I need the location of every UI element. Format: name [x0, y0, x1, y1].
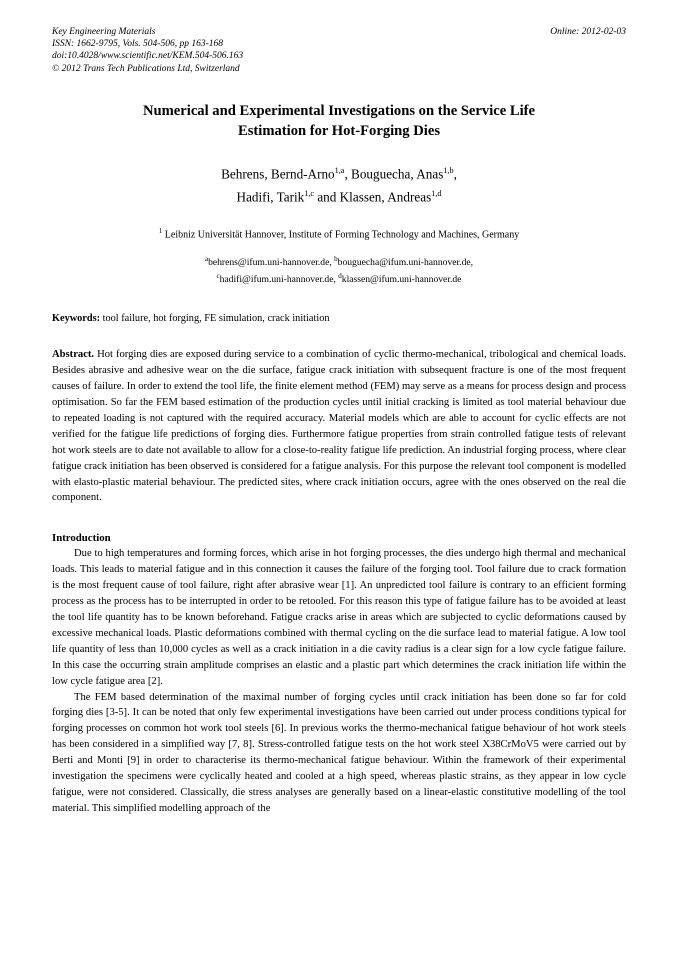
- abstract-text: Hot forging dies are exposed during service to a combination of cyclic thermo-mechanical, tribological and chemical loads. Besides abrasive and adhesive wear on the die surface, fatigue crack initiation with subsequent fracture is one of the most frequent causes of failure. In order to extend the tool life, the finite element method (FEM) may serve as a means for process design and process optimisation. So far the FEM based estimation of the production cycles until initial cracking is limited as tool material behaviour due to repeated loading is not captured with the required accuracy. Material models which are able to account for cyclic effects are not verified for the fatigue life predictions of forging dies. Furthermore fatigue properties from strain controlled fatigue tests of relevant hot work steels are to date not available to allow for a close-to-reality fatigue life prediction. An industrial forging process, where clear fatigue crack initiation has been observed is considered for a fatigue analysis. For this purpose the relevant tool component is modelled with elasto-plastic material behaviour. The predicted sites, where crack initiation occurs, agree with the ones observed on the real die component.: [52, 349, 626, 504]
- keywords-value: tool failure, hot forging, FE simulation, crack initiation: [100, 313, 330, 325]
- email-4: klassen@ifum.uni-hannover.de: [341, 273, 462, 285]
- email-3: hadifi@ifum.uni-hannover.de,: [219, 273, 339, 285]
- author-2-sup: 1,b: [443, 165, 454, 175]
- doi-line: doi:10.4028/www.scientific.net/KEM.504-506.163: [52, 51, 244, 62]
- email-3-sup: c: [216, 271, 220, 280]
- author-line-1-comma: ,: [453, 166, 457, 182]
- email-1-sup: a: [204, 254, 209, 263]
- affiliation: [52, 224, 626, 242]
- author-line-2: [52, 184, 626, 207]
- email-1: behrens@ifum.uni-hannover.de,: [208, 257, 335, 269]
- email-list: [52, 253, 626, 286]
- intro-paragraph-1: Due to high temperatures and forming forces, which arise in hot forging processes, the dies undergo high thermal and mechanical loads. This leads to material fatigue and in this connection it causes the failure of the forging tool. Tool failure due to crack formation is the most frequent cause of tool failure, right after abrasive wear [1]. An unpredicted tool failure is contrary to an efficient forming process as the process has to be interrupted in order to be retooled. For this reason this type of fatigue failure has to be avoided at least the tool life quantity has to be known beforehand. Fatigue cracks arise in areas which are subjected to cyclic deformations caused by excessive mechanical loads. Plastic deformations combined with thermal cycling on the die surface lead to material fatigue. A low tool life quantity of less than 10,000 cycles as well as a crack initiation in a die cavity radius is a clear sign for a low cycle fatigue failure. In this case the occurring strain amplitude comprises an elastic and a plastic part which determines the crack initiation life within the low cycle fatigue area [2].: [52, 548, 626, 687]
- email-4-sup: d: [338, 271, 342, 280]
- journal-name: Key Engineering Materials: [52, 27, 156, 37]
- section-heading-introduction: Introduction: [52, 532, 111, 545]
- affiliation-text: Leibniz Universität Hannover, Institute of Forming Technology and Machines, Germany: [162, 228, 520, 240]
- author-3-name: Hadifi, Tarik: [236, 189, 305, 205]
- paper-title: [52, 101, 626, 141]
- abstract-label: Abstract.: [52, 349, 95, 361]
- email-line-1: [52, 253, 626, 270]
- online-date: Online: 2012-02-03: [550, 27, 626, 37]
- keywords: [52, 312, 626, 326]
- author-1-name: Behrens, Bernd-Arno: [221, 166, 335, 182]
- intro-paragraph-2: The FEM based determination of the maximal number of forging cycles until crack initiation has been done so far for cold forging dies [3-5]. It can be noted that only few experimental investigations have been carried out under process conditions typical for forging processes on common hot work tool steels [6]. In previous works the thermo-mechanical fatigue behaviour of hot work steels has been considered in a simplified way [7, 8]. Stress-controlled fatigue tests on the hot work steel X38CrMoV5 were carried out by Berti and Monti [9] in order to characterise its thermo-mechanical fatigue behaviour. Within the framework of their experimental investigation the specimens were cyclically heated and cooled at a high speed, whereas plastic strains, as they appear in low cycle fatigue, were not considered. Classically, die stress analyses are generally based on a linear-elastic constitutive modelling of the tool material. This simplified modelling approach of the: [52, 691, 626, 814]
- email-2-sup: b: [334, 254, 338, 263]
- title-line-1: Numerical and Experimental Investigations on the Service Life: [143, 102, 535, 119]
- affiliation-sup: 1: [158, 226, 163, 235]
- keywords-label: Keywords:: [52, 313, 101, 325]
- issn-line: ISSN: 1662-9795, Vols. 504-506, pp 163-168: [52, 39, 223, 50]
- email-2: bouguecha@ifum.uni-hannover.de,: [337, 257, 474, 269]
- author-4-sup: 1,d: [431, 189, 442, 199]
- page-header: [52, 26, 626, 75]
- email-line-2: [52, 270, 626, 287]
- author-line-1: [52, 161, 626, 184]
- copyright-line: © 2012 Trans Tech Publications Ltd, Switzerland: [52, 63, 240, 74]
- author-2-name: , Bouguecha, Anas: [344, 166, 444, 182]
- title-line-2: Estimation for Hot-Forging Dies: [238, 122, 440, 139]
- author-list: [52, 161, 626, 208]
- author-3-sup: 1,c: [304, 189, 315, 199]
- author-1-sup: 1,a: [334, 165, 345, 175]
- abstract: [52, 347, 626, 506]
- author-4-name: and Klassen, Andreas: [314, 189, 432, 205]
